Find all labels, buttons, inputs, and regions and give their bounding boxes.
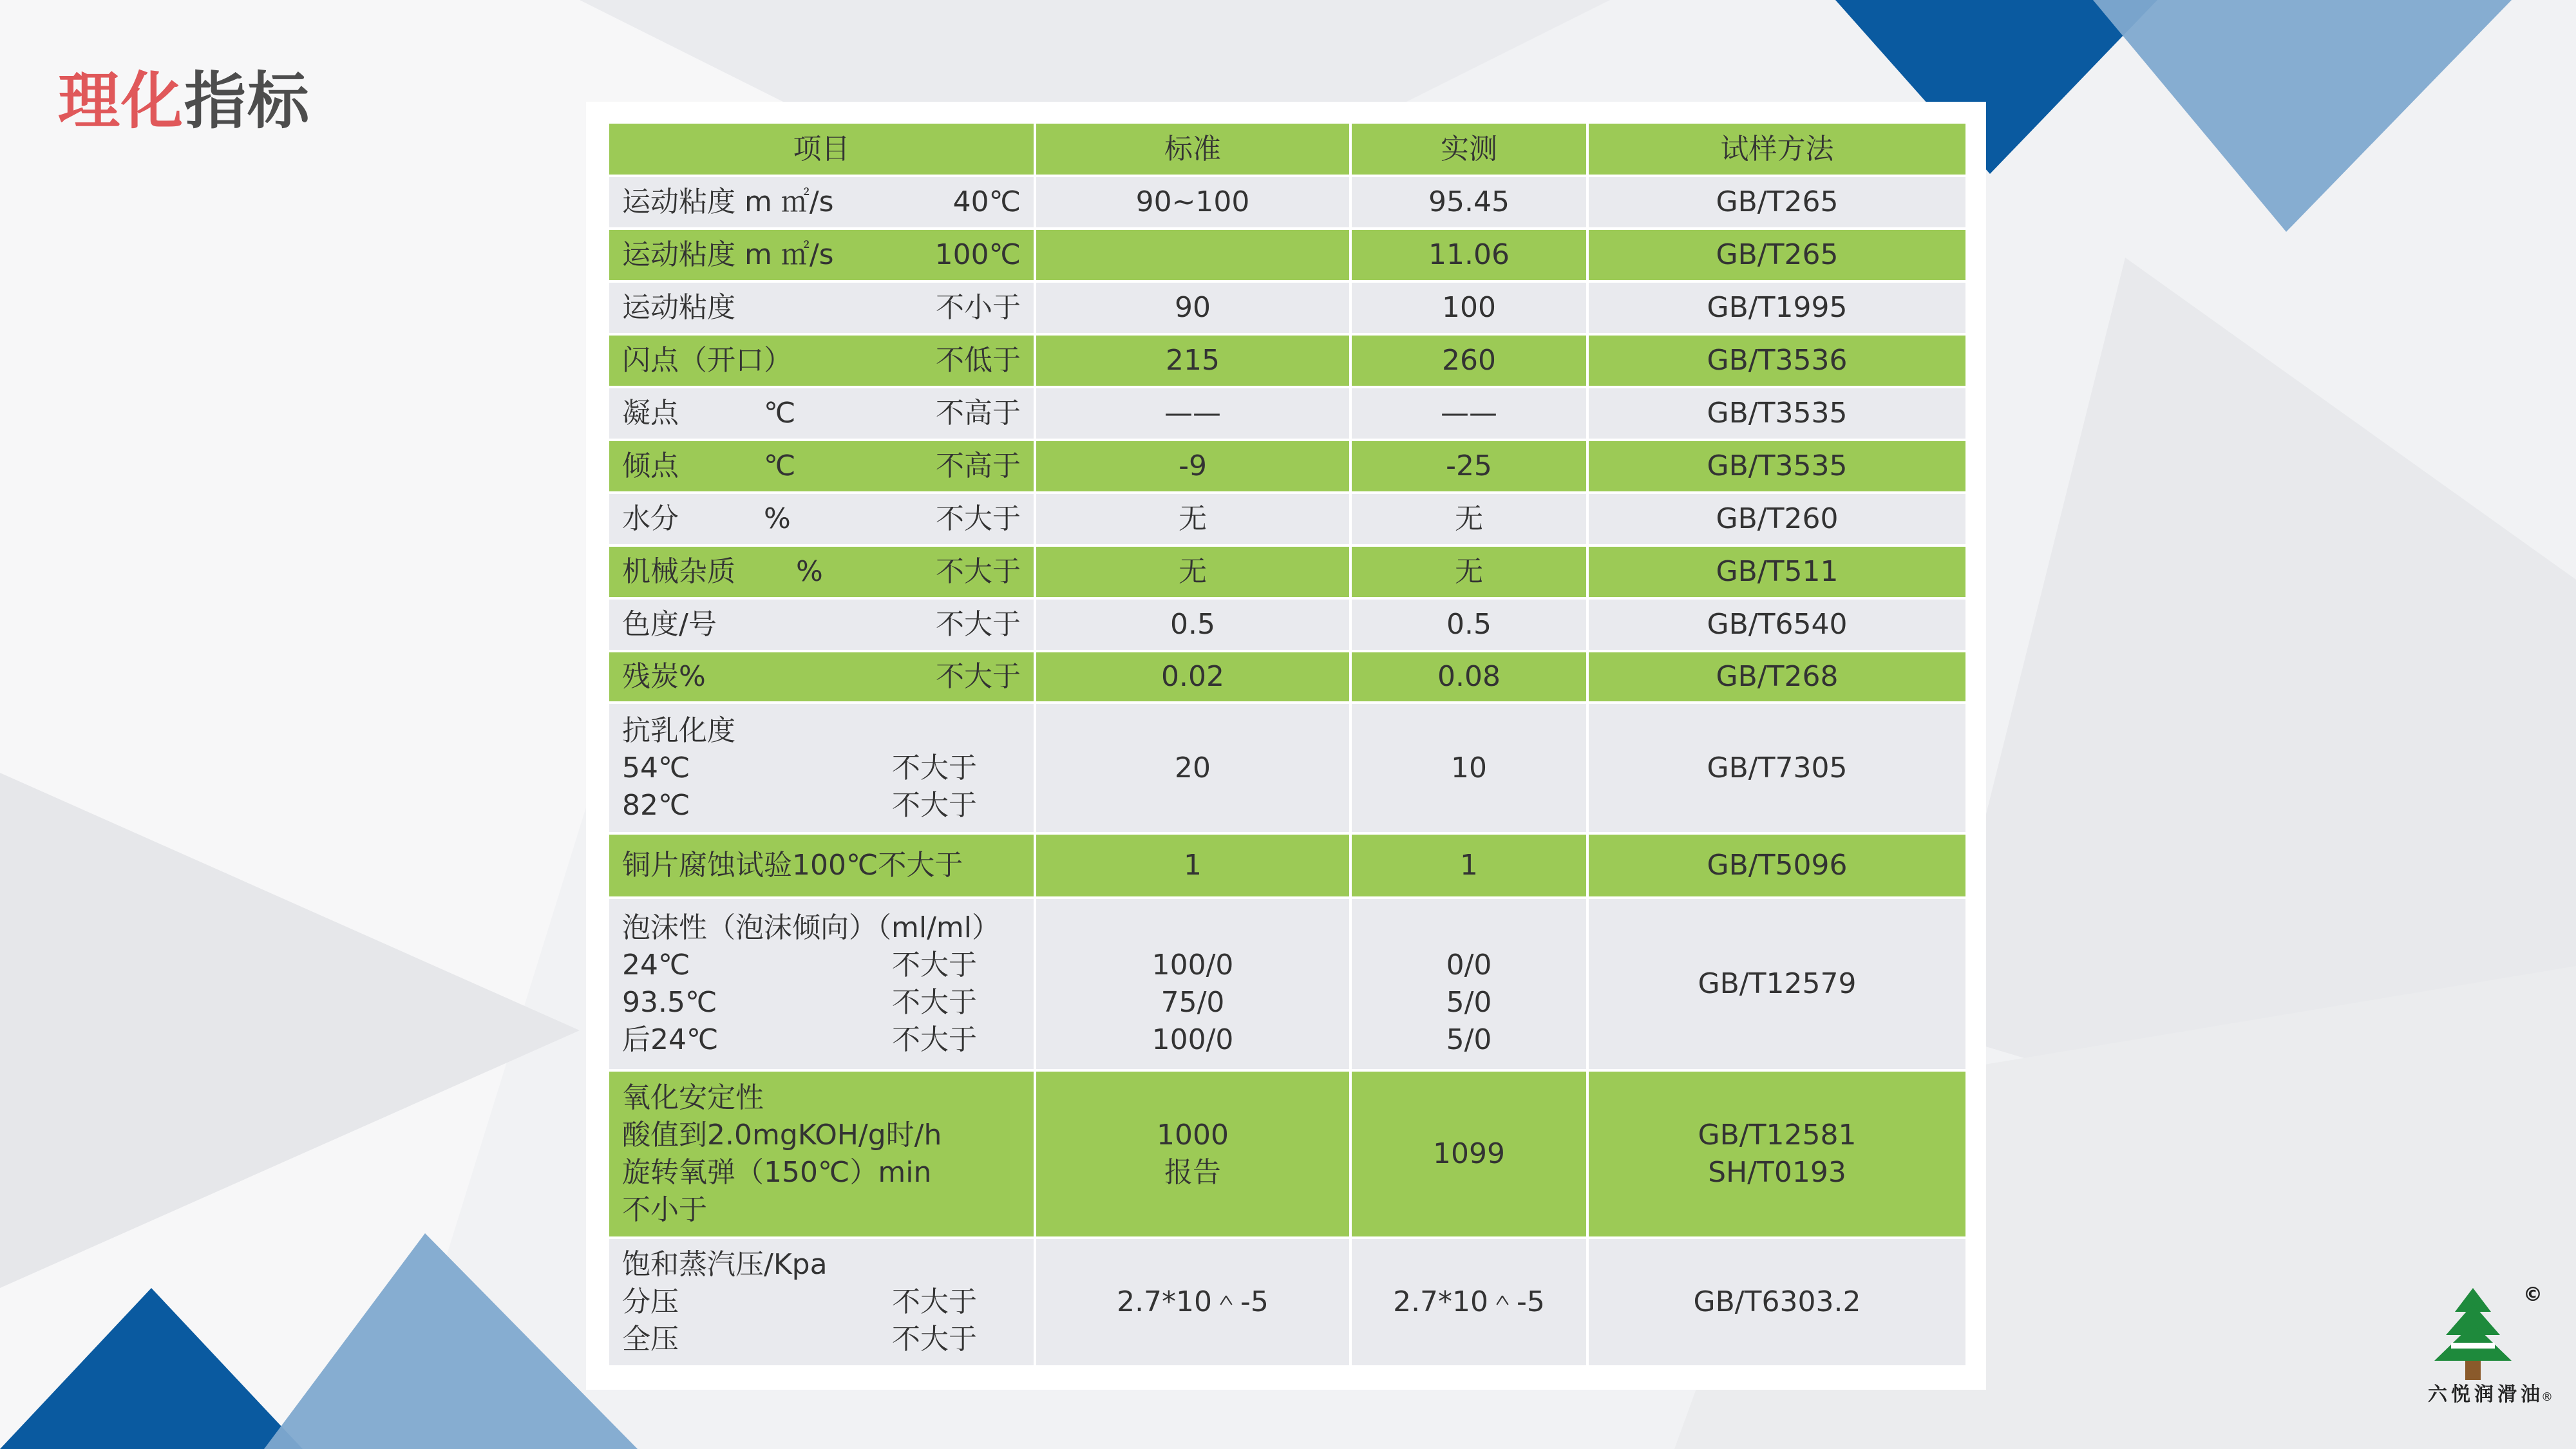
method-value: GB/T511: [1587, 545, 1967, 598]
measured-value: 10: [1350, 703, 1587, 833]
sub-row-type: 分压: [622, 1285, 679, 1318]
method-value: GB/T265: [1587, 176, 1967, 229]
row-label: 氧化安定性: [622, 1081, 764, 1114]
measured-value: 2.7*10＾-5: [1350, 1238, 1587, 1367]
method-value: SH/T0193: [1708, 1156, 1846, 1189]
standard-value: 90~100: [1035, 176, 1350, 229]
row-label: 色度/号: [622, 608, 717, 641]
row-condition: 不大于: [936, 660, 1021, 693]
sub-row-condition: 不大于: [892, 751, 977, 784]
measured-value: 0.5: [1350, 598, 1587, 651]
table-row: [608, 440, 1967, 493]
standard-value: 100/0: [1151, 949, 1234, 981]
header-measured: 实测: [1350, 122, 1587, 176]
measured-value: ——: [1350, 387, 1587, 440]
row-unit: %: [796, 555, 823, 588]
title-part-2: 指标: [184, 65, 310, 137]
method-value: GB/T3535: [1587, 440, 1967, 493]
title-part-1: 理化: [58, 65, 184, 137]
spec-table-panel: [586, 102, 1986, 1390]
measured-value: 1: [1350, 833, 1587, 898]
table-row: [608, 651, 1967, 703]
table-row: [608, 387, 1967, 440]
row-label-line: 旋转氧弹（150℃）min: [622, 1156, 932, 1189]
sub-row: [622, 1021, 1021, 1059]
sub-row-temp: 24℃: [622, 949, 690, 981]
sub-row-temp: 后24℃: [622, 1023, 719, 1056]
measured-value: 0.08: [1350, 651, 1587, 703]
standard-value: 75/0: [1160, 986, 1225, 1019]
table-row: [608, 833, 1967, 898]
row-unit: ℃: [764, 397, 796, 430]
method-value: GB/T3535: [1587, 387, 1967, 440]
method-value: GB/T12581: [1698, 1119, 1857, 1151]
header-standard: 标准: [1035, 122, 1350, 176]
sub-row: [622, 1283, 1021, 1321]
standard-value: 无: [1035, 493, 1350, 545]
measured-value: 无: [1350, 545, 1587, 598]
row-label: 饱和蒸汽压/Kpa: [622, 1248, 828, 1281]
header-method: 试样方法: [1587, 122, 1967, 176]
table-row: [608, 493, 1967, 545]
method-value: GB/T265: [1587, 229, 1967, 281]
row-condition: 不大于: [936, 608, 1021, 641]
header-item: 项目: [608, 122, 1035, 176]
method-value: GB/T6303.2: [1587, 1238, 1967, 1367]
measured-value: 5/0: [1446, 986, 1492, 1019]
row-label: 抗乳化度: [622, 714, 735, 747]
row-condition: 40℃: [952, 185, 1021, 218]
standard-value: 100/0: [1151, 1023, 1234, 1056]
sub-row-type: 全压: [622, 1323, 679, 1356]
row-label: 残炭%: [622, 660, 706, 693]
row-condition: 不高于: [936, 397, 1021, 430]
row-condition: 不大于: [936, 502, 1021, 535]
registered-mark: ®: [2541, 1390, 2553, 1404]
row-label: 倾点: [622, 450, 679, 482]
standard-value: -9: [1035, 440, 1350, 493]
sub-row: [622, 787, 1021, 824]
sub-row: [622, 984, 1021, 1021]
sub-row: [622, 947, 1021, 984]
logo-brand-text: 六悦润滑油: [2428, 1383, 2544, 1406]
sub-row-condition: 不大于: [892, 986, 977, 1019]
standard-value: 215: [1035, 334, 1350, 387]
standard-value: 20: [1035, 703, 1350, 833]
sub-row-condition: 不大于: [892, 788, 977, 822]
row-label: 泡沫性（泡沫倾向）（ml/ml）: [622, 911, 1000, 944]
standard-value: [1035, 229, 1350, 281]
standard-value: 2.7*10＾-5: [1035, 1238, 1350, 1367]
row-label: 凝点: [622, 397, 679, 430]
measured-value: 95.45: [1350, 176, 1587, 229]
row-label: 水分: [622, 502, 679, 535]
measured-value: 1099: [1350, 1070, 1587, 1238]
sub-row-temp: 82℃: [622, 788, 690, 822]
table-row: [608, 545, 1967, 598]
table-header-row: [608, 122, 1967, 176]
copyright-mark: ©: [2523, 1283, 2543, 1306]
row-label: 运动粘度: [622, 291, 735, 324]
standard-value: 0.02: [1035, 651, 1350, 703]
standard-value: 无: [1035, 545, 1350, 598]
method-value: GB/T268: [1587, 651, 1967, 703]
table-row: [608, 1070, 1967, 1238]
table-row: [608, 703, 1967, 833]
standard-value: 1000: [1157, 1119, 1229, 1151]
method-value: GB/T5096: [1587, 833, 1967, 898]
measured-value: -25: [1350, 440, 1587, 493]
row-condition: 不大于: [936, 555, 1021, 588]
table-row: [608, 898, 1967, 1070]
standard-value: 90: [1035, 281, 1350, 334]
sub-row-condition: 不大于: [892, 1023, 977, 1056]
measured-value: 5/0: [1446, 1023, 1492, 1056]
row-label: 运动粘度 m ㎡/s: [622, 238, 834, 271]
row-label: 闪点（开口）: [622, 344, 792, 377]
row-label-line: 不小于: [622, 1193, 707, 1226]
sub-row: [622, 750, 1021, 787]
table-row: [608, 334, 1967, 387]
method-value: GB/T260: [1587, 493, 1967, 545]
standard-value: ——: [1035, 387, 1350, 440]
page-title: [58, 64, 310, 138]
row-condition: 100℃: [934, 238, 1021, 271]
sub-row-condition: 不大于: [892, 1323, 977, 1356]
row-condition: 不低于: [936, 344, 1021, 377]
standard-value: 报告: [1164, 1156, 1221, 1189]
standard-value: 0.5: [1035, 598, 1350, 651]
row-label: 运动粘度 m ㎡/s: [622, 185, 834, 218]
row-condition: 不小于: [936, 291, 1021, 324]
table-row: [608, 229, 1967, 281]
method-value: GB/T3536: [1587, 334, 1967, 387]
row-unit: ℃: [764, 450, 796, 482]
measured-value: 11.06: [1350, 229, 1587, 281]
table-row: [608, 598, 1967, 651]
method-value: GB/T6540: [1587, 598, 1967, 651]
table-row: [608, 281, 1967, 334]
row-label: 机械杂质: [622, 555, 735, 588]
sub-row-condition: 不大于: [892, 949, 977, 981]
method-value: GB/T1995: [1587, 281, 1967, 334]
measured-value: 无: [1350, 493, 1587, 545]
row-label: 铜片腐蚀试验100℃不大于: [608, 833, 1035, 898]
spec-table: [607, 121, 1968, 1368]
table-row: [608, 176, 1967, 229]
row-unit: %: [764, 502, 791, 535]
standard-value: 1: [1035, 833, 1350, 898]
measured-value: 0/0: [1446, 949, 1492, 981]
measured-value: 100: [1350, 281, 1587, 334]
row-condition: 不高于: [936, 450, 1021, 482]
sub-row-temp: 93.5℃: [622, 986, 717, 1019]
method-value: GB/T12579: [1587, 898, 1967, 1070]
sub-row: [622, 1321, 1021, 1358]
measured-value: 260: [1350, 334, 1587, 387]
sub-row-temp: 54℃: [622, 751, 690, 784]
method-value: GB/T7305: [1587, 703, 1967, 833]
sub-row-condition: 不大于: [892, 1285, 977, 1318]
table-row: [608, 1238, 1967, 1367]
row-label-line: 酸值到2.0mgKOH/g时/h: [622, 1119, 942, 1151]
